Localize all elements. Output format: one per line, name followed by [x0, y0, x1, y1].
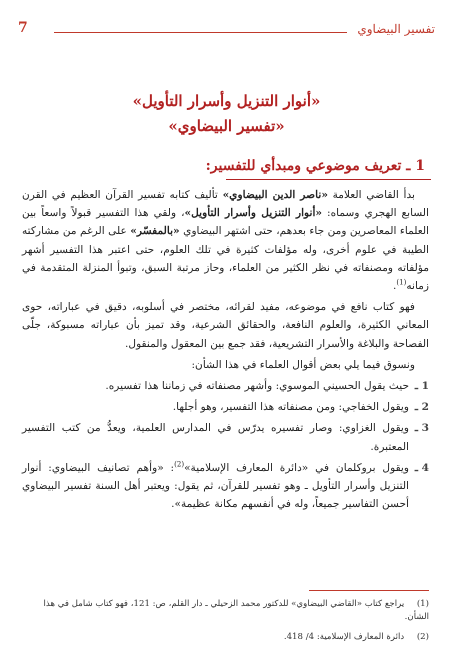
footnote-2	[22, 631, 429, 644]
footnote-ref-2[interactable]: (2)	[174, 460, 185, 469]
quote-text: ويقول الخفاجي: ومن مصنفاته هذا التفسير، وهو أجلها.	[172, 401, 409, 414]
footnote-ref-1[interactable]: (1)	[396, 278, 407, 287]
paragraph-1	[22, 186, 429, 295]
quote-number: 1 ـ	[414, 380, 429, 393]
section-rule	[226, 179, 431, 180]
quote-item-1	[22, 377, 429, 395]
footnote-1	[22, 598, 429, 624]
footnote-separator	[309, 590, 429, 591]
epithet-mufassir: «بالمفسّر»	[130, 225, 180, 238]
author-name: «ناصر الدين البيضاوي»	[222, 189, 328, 201]
p1-part-a: بدأ القاضي العلامة	[327, 189, 415, 201]
quote-text-a: ويقول بروكلمان في «دائرة المعارف الإسلامية»	[184, 461, 409, 474]
paragraph-3: ونسوق فيما يلي بعض أقوال العلماء في هذا الشأن:	[191, 358, 415, 371]
footnote-mark: (1)	[416, 599, 429, 609]
header-rule	[54, 32, 347, 33]
p1-part-e: .	[393, 280, 397, 293]
paragraph-2: فهو كتاب نافع في موضوعه، مفيد لقرائه، مختصر في أسلوبه، دقيق في عباراته، حوى المعاني الكثيرة، والعلوم النافعة، والحقائق الشرعية، وقد تميز بأن عباراته مسبوكة، جلّى الفصاحة والبلاغة والأسرار التشريعية، فقد جمع بين المعقول والمنقول.	[22, 301, 429, 350]
footnote-text: يراجع كتاب «القاضي البيضاوي» للدكتور محمد الزحيلي ـ دار القلم، ص: 121، فهو كتاب شامل في هذا الشأن.	[43, 599, 429, 622]
footnote-text: دائرة المعارف الإسلامية: 4/ 418.	[283, 632, 405, 642]
p1-part-d: على الرغم من مشاركته الطيبة في علوم أخرى، وله مؤلفات كثيرة في تلك العلوم، حتى اعتبر هذا التفسير أشهر مؤلفاته ومصنفاته في نظر الكثير من العلماء، وحاز مرتبة السبق، وتبوأ المنزلة المتقدمة في زمانه	[22, 225, 429, 293]
quote-number: 2 ـ	[414, 401, 429, 414]
p1-part-c: ، ولقي هذا التفسير قبولاً واسعاً بين العلماء المعاصرين ومن جاء بعدهم، حتى اشتهر البيضاوي	[22, 207, 429, 238]
book-title: «أنوار التنزيل وأسرار التأويل»	[132, 92, 321, 110]
quote-number: 4 ـ	[414, 461, 429, 474]
body-text	[22, 186, 429, 516]
footnote-mark: (2)	[416, 632, 429, 642]
p1-part-b: تأليف كتابه تفسير القرآن العظيم في القرن السابع الهجري وسماه:	[22, 189, 429, 220]
quote-item-3	[22, 419, 429, 455]
page-number: 7	[18, 20, 28, 36]
quote-item-4	[22, 459, 429, 514]
quote-text: ويقول الغزاوي: وصار تفسيره يدرّس في المدارس العلمية، ويعدُّ من كتب التفسير المعتبرة.	[22, 422, 409, 453]
running-header	[18, 22, 435, 40]
quote-item-2	[22, 398, 429, 416]
quote-number: 3 ـ	[414, 422, 429, 435]
quote-text: حيث يقول الحسيني الموسوي: وأشهر مصنفاته في زماننا هذا تفسيره.	[105, 380, 409, 393]
quote-text-b: : «وأهم تصانيف البيضاوي: أنوار التنزيل وأسرار التأويل ـ وهو تفسير للقرآن، ثم يقول: ويعتبر أهل السنة تفسير البيضاوي أحسن التفاسير جميعاً، وله في أنفسهم مكانة عظيمة».	[22, 461, 409, 511]
book-title-inline: «أنوار التنزيل وأسرار التأويل»	[184, 207, 323, 220]
section-heading: 1 ـ تعريف موضوعي ومبدأي للتفسير:	[205, 158, 425, 174]
header-title: تفسير البيضاوي	[357, 22, 435, 36]
book-subtitle: «تفسير البيضاوي»	[168, 117, 285, 135]
